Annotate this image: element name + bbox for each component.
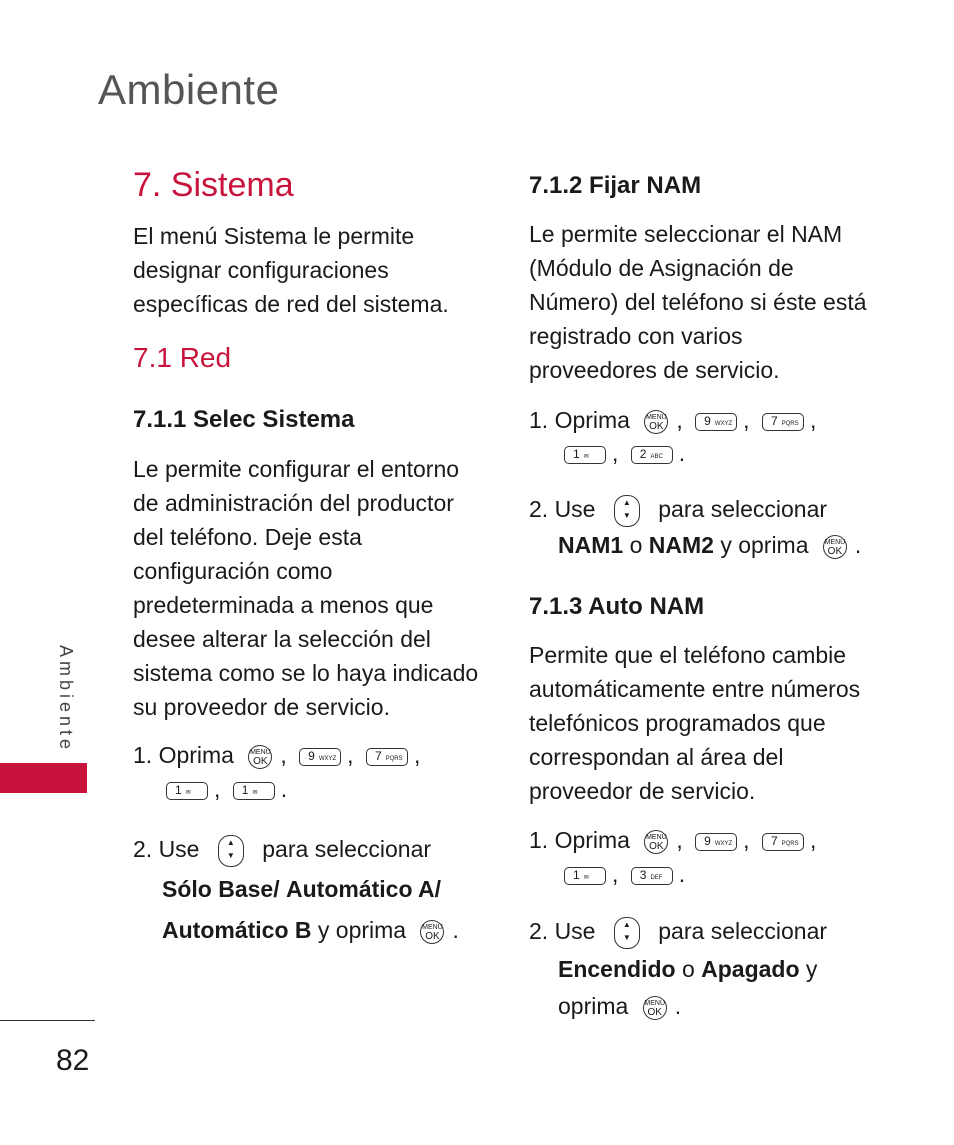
- menu-ok-key-icon: MENU OK: [644, 830, 668, 854]
- intro-line: El menú Sistema le permite: [133, 223, 415, 249]
- s711-step2: 2. Use ▲ ▼ para seleccionar: [133, 832, 431, 867]
- body-line: configuración como: [133, 558, 333, 584]
- side-tab-label: Ambiente: [56, 645, 76, 754]
- s712-body: [529, 217, 899, 387]
- body-line: correspondan al área del: [529, 744, 784, 770]
- s712-step1: 1. Oprima MENU OK , 9 WXYZ , 7 PQRS ,: [529, 407, 817, 433]
- key-1-icon: 1 ✉: [233, 782, 275, 800]
- footer-divider: [0, 1020, 95, 1021]
- body-line: proveedores de servicio.: [529, 357, 780, 383]
- s713-step1: 1. Oprima MENU OK , 9 WXYZ , 7 PQRS ,: [529, 827, 817, 853]
- key-9-icon: 9 WXYZ: [695, 413, 737, 431]
- s712-step2: 2. Use ▲ ▼ para seleccionar: [529, 492, 827, 527]
- body-line: predeterminada a menos que: [133, 592, 434, 618]
- s713-step2: 2. Use ▲ ▼ para seleccionar: [529, 914, 827, 949]
- key-9-icon: 9 WXYZ: [299, 748, 341, 766]
- s713-options: Encendido o Apagado y: [558, 956, 818, 982]
- s712-step1-cont: 1 ✉ , 2 ABC .: [558, 436, 685, 470]
- s713-press: oprima MENU OK .: [558, 993, 682, 1019]
- menu-ok-key-icon: MENU OK: [420, 920, 444, 944]
- intro-line: específicas de red del sistema.: [133, 291, 449, 317]
- menu-ok-key-icon: MENU OK: [248, 745, 272, 769]
- nav-key-icon: ▲ ▼: [614, 917, 640, 949]
- key-9-icon: 9 WXYZ: [695, 833, 737, 851]
- s712-options: NAM1 o NAM2 y oprima MENU OK .: [558, 532, 862, 558]
- key-1-icon: 1 ✉: [564, 867, 606, 885]
- body-line: sistema como se lo haya indicado: [133, 660, 479, 686]
- menu-ok-key-icon: MENU OK: [644, 410, 668, 434]
- menu-ok-key-icon: MENU OK: [823, 535, 847, 559]
- body-line: proveedor de servicio.: [529, 778, 756, 804]
- body-line: su proveedor de servicio.: [133, 694, 390, 720]
- section-title: 7. Sistema: [133, 166, 294, 204]
- s711-step1-cont: 1 ✉ , 1 ✉ .: [160, 772, 287, 806]
- nav-key-icon: ▲ ▼: [218, 835, 244, 867]
- menu-ok-key-icon: MENU OK: [643, 996, 667, 1020]
- key-3-icon: 3 DEF: [631, 867, 673, 885]
- body-line: registrado con varios: [529, 323, 743, 349]
- body-line: Número) del teléfono si éste está: [529, 289, 867, 315]
- s713-step1-cont: 1 ✉ , 3 DEF .: [558, 857, 685, 891]
- key-2-icon: 2 ABC: [631, 446, 673, 464]
- key-7-icon: 7 PQRS: [762, 833, 804, 851]
- body-line: Le permite seleccionar el NAM: [529, 221, 843, 247]
- intro-line: designar configuraciones: [133, 257, 389, 283]
- body-line: telefónicos programados que: [529, 710, 826, 736]
- page-number: 82: [56, 1044, 90, 1077]
- s713-title: 7.1.3 Auto NAM: [529, 593, 705, 620]
- body-line: Permite que el teléfono cambie: [529, 642, 847, 668]
- key-7-icon: 7 PQRS: [762, 413, 804, 431]
- s711-options-2: Automático B y oprima MENU OK .: [162, 917, 459, 943]
- key-1-icon: 1 ✉: [166, 782, 208, 800]
- step-label: 1. Oprima: [133, 742, 234, 768]
- key-7-icon: 7 PQRS: [366, 748, 408, 766]
- side-tab-marker: [0, 763, 87, 793]
- s711-options: Sólo Base/ Automático A/: [162, 876, 442, 902]
- page-title: Ambiente: [98, 66, 280, 113]
- body-line: del teléfono. Deje esta: [133, 524, 362, 550]
- s711-title: 7.1.1 Selec Sistema: [133, 406, 355, 433]
- body-line: automáticamente entre números: [529, 676, 861, 702]
- s713-body: [529, 638, 899, 808]
- body-line: desee alterar la selección del: [133, 626, 431, 652]
- body-line: Le permite configurar el entorno: [133, 456, 460, 482]
- s711-step1: 1. Oprima MENU OK , 9 WXYZ , 7 PQRS ,: [133, 742, 421, 768]
- body-line: de administración del productor: [133, 490, 454, 516]
- s712-title: 7.1.2 Fijar NAM: [529, 172, 702, 199]
- section-intro: [133, 219, 493, 321]
- s711-body: [133, 452, 493, 724]
- nav-key-icon: ▲ ▼: [614, 495, 640, 527]
- body-line: (Módulo de Asignación de: [529, 255, 794, 281]
- key-1-icon: 1 ✉: [564, 446, 606, 464]
- subsection-title: 7.1 Red: [133, 342, 232, 373]
